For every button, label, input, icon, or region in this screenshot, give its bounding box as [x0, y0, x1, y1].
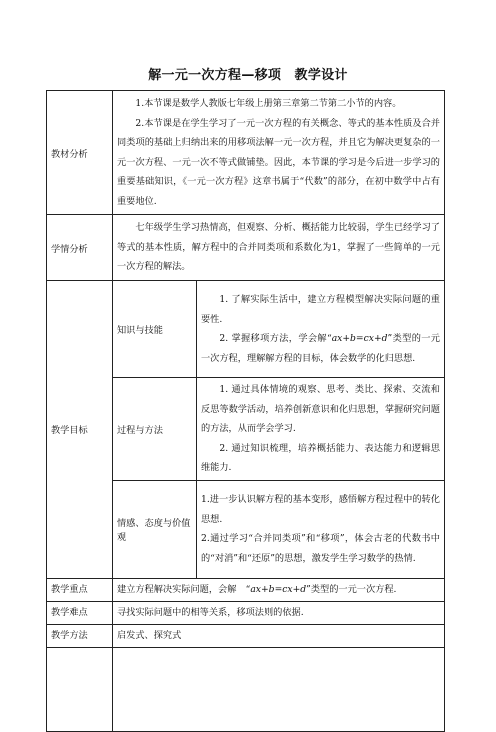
key-equation-formula: ax+b=cx+d [250, 583, 307, 595]
cell-process [197, 378, 445, 481]
material-paragraph-2: 2.本节课是在学生学习了一元一次方程的有关概念、等式的基本性质及合并同类项的基础上归纳出来的用移项法解一元一次方程，并且它为解决更复杂的一元一次方程、一元一次不等式做铺垫。因此，本节课的学习是今后进一步学习的重要基础知识，《一元一次方程》这章书属于“代数”的部分，在初中数学中占有重要地位. [117, 117, 440, 207]
students-paragraph: 七年级学生学习热情高，但观察、分析、概括能力比较弱，学生已经学习了等式的基本性质，解方程中的合并同类项和系数化为1，掌握了一些简单的一元一次方程的解法。 [117, 222, 440, 273]
label-key: 教学重点 [47, 578, 113, 601]
key-text-b: ”类型的一元一次方程. [306, 583, 397, 595]
equation-formula: ax+b=cx+d [331, 333, 388, 344]
empty-cell-label [47, 647, 113, 731]
label-knowledge: 知识与技能 [113, 281, 197, 378]
row-students [47, 215, 445, 281]
cell-difficulty: 寻找实际问题中的相等关系，移项法则的依据. [113, 601, 445, 624]
material-paragraph-1: 1.本节课是数学人教版七年级上册第三章第二节第二小节的内容。 [135, 98, 402, 109]
knowledge-text-b: ”类型的一元一次方程，理解解方程的目标，体会数学的化归思想. [201, 333, 440, 364]
knowledge-paragraph-1: 1. 了解实际生活中，建立方程模型解决实际问题的重要性. [201, 294, 440, 325]
attitude-paragraph-2: 2.通过学习“合并同类项”和“移项”，体会古老的代数书中的“对消”和“还原”的思想，激发学生学习数学的热情. [201, 533, 440, 564]
cell-material [113, 91, 445, 215]
label-attitude: 情感、态度与价值观 [113, 480, 197, 578]
key-text-a: 建立方程解决实际问题，会解 “ [117, 583, 251, 595]
process-paragraph-1: 1. 通过具体情境的观察、思考、类比、探索、交流和反思等数学活动，培养创新意识和化归思想，掌握研究问题的方法，从而学会学习. [201, 384, 440, 434]
attitude-paragraph-1: 1.进一步认识解方程的基本变形，感悟解方程过程中的转化思想. [201, 494, 440, 525]
label-goals: 教学目标 [47, 281, 113, 579]
empty-cell-content [113, 647, 445, 731]
lesson-plan-table [46, 90, 445, 732]
page-title: 解一元一次方程—移项 教学设计 [148, 68, 348, 83]
label-method: 教学方法 [47, 624, 113, 647]
row-method [47, 624, 445, 647]
row-material [47, 91, 445, 215]
cell-key [113, 578, 445, 601]
row-difficulty [47, 601, 445, 624]
row-empty [47, 647, 445, 731]
label-process: 过程与方法 [113, 378, 197, 481]
row-goals-knowledge [47, 281, 445, 378]
label-difficulty: 教学难点 [47, 601, 113, 624]
label-students: 学情分析 [47, 215, 113, 281]
row-key [47, 578, 445, 601]
knowledge-text-a: 2. 掌握移项方法，学会解“ [219, 333, 332, 344]
knowledge-paragraph-2 [201, 329, 440, 368]
cell-attitude [197, 480, 445, 578]
process-paragraph-2: 2. 通过知识梳理，培养概括能力、表达能力和逻辑思维能力. [201, 442, 440, 473]
cell-knowledge [197, 281, 445, 378]
label-material: 教材分析 [47, 91, 113, 215]
cell-method: 启发式、探究式 [113, 624, 445, 647]
cell-students [113, 215, 445, 281]
